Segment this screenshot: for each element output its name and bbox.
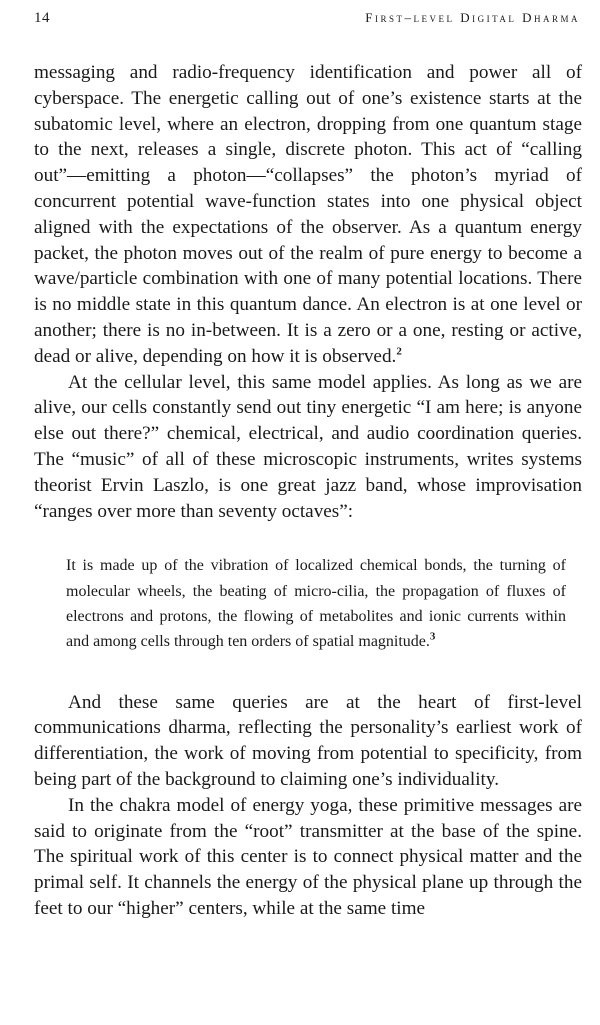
paragraph-3: And these same queries are at the heart of first-level communications dharma, reflecting the personality’s earliest work of differentiation, the work of moving from potential to specificity, from being part of the background to claiming one’s individuality. [34, 691, 582, 790]
page-header [34, 10, 580, 32]
paragraph-4: In the chakra model of energy yoga, these primitive messages are said to originate from the “root” transmitter at the base of the spine. The spiritual work of this center is to connect physical matter and the primal self. It channels the energy of the physical plane up through the feet to our “higher” centers, while at the same time [34, 794, 582, 919]
page-number: 14 [34, 10, 50, 26]
running-head: First–level Digital Dharma [365, 10, 580, 25]
paragraph-2: At the cellular level, this same model applies. As long as we are alive, our cells constantly send out tiny energetic “I am here; is anyone else out there?” chemical, electrical, and audio coordination queries. The “music” of all of these microscopic instruments, writes systems theorist Ervin Laszlo, is one great jazz band, whose improvisation “ranges over more than seventy octaves”: [34, 371, 582, 522]
footnote-marker-3: 3 [429, 630, 436, 643]
paragraph-1-text: messaging and radio-frequency identification and power all of cyberspace. The energetic calling out of one’s existence starts at the subatomic level, where an electron, dropping from one quantum stage to the next, releases a single, discrete photon. This act of “calling out”—emitting a photon—“collapses” the photon’s myriad of concurrent potential wave-function states into one physical object aligned with the expectations of the observer. As a quantum energy packet, the photon moves out of the realm of pure energy to become a wave/particle combination with one of many potential locations. There is no middle state in this quantum dance. An electron is at one level or another; there is no in-between. It is a zero or a one, resting or active, dead or alive, depending on how it is observed. [34, 62, 582, 367]
paragraph-1 [34, 60, 582, 370]
block-quote [66, 553, 566, 654]
footnote-marker-2: 2 [396, 345, 402, 358]
block-quote-text: It is made up of the vibration of localized chemical bonds, the turning of molecular wheels, the beating of micro-cilia, the propagation of fluxes of electrons and protons, the flowing of metabolites and ionic currents within and among cells through ten orders of spatial magnitude. [66, 557, 566, 651]
body-text [34, 60, 582, 922]
